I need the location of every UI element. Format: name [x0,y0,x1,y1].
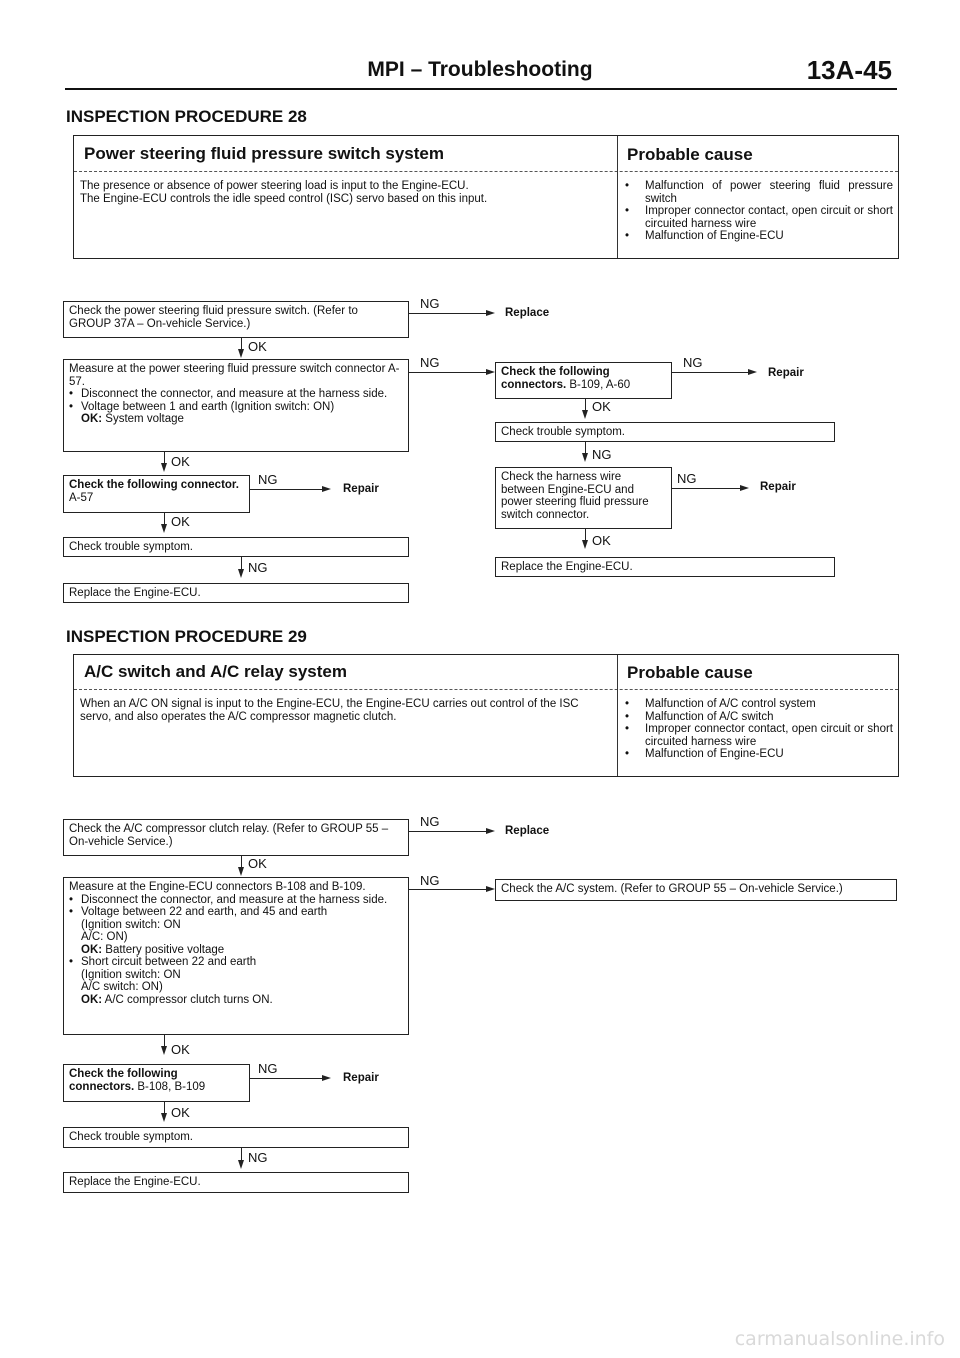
cause-item: • Improper connector contact, open circuit or short circuited harness wire [623,205,893,230]
connector-line [672,372,750,373]
bullet-text: • Short circuit between 22 and earth [81,956,257,968]
system-heading: Power steering fluid pressure switch system [84,144,444,163]
ok-criteria-label: OK: [81,943,103,956]
header-rule [65,88,897,90]
ok-label: OK [171,1105,190,1120]
ok-label: OK [171,1042,190,1057]
watermark: carmanualsonline.info [734,1328,945,1350]
repair-action: Repair [760,481,796,493]
cause-item: • Malfunction of Engine-ECU [623,230,893,243]
probable-cause-list [623,698,893,761]
flow-step-check-symptom [63,1127,409,1148]
arrow-right-icon [486,828,495,834]
arrow-right-icon [486,310,495,316]
connector-ref: A-57 [69,491,94,504]
arrow-down-icon [582,540,588,549]
connector-ref: B-109, A-60 [569,378,631,391]
ng-label: NG [420,814,440,829]
flow-step-replace-ecu [495,557,835,577]
connector-line [672,488,742,489]
arrow-down-icon [161,463,167,472]
flow-step-measure-ecu-connectors [63,877,409,1035]
flow-step-check-clutch-relay [63,819,409,856]
ok-criteria-value: A/C compressor clutch turns ON. [104,993,273,1006]
ng-label: NG [258,472,278,487]
replace-action: Replace [505,825,550,837]
flow-step-replace-ecu [63,583,409,603]
step-bullets [69,894,403,1007]
procedure-28-table [73,135,899,259]
step-text: Check the harness wire between Engine-ECU and power steering fluid pressure switch connector. [501,471,649,521]
arrow-right-icon [486,886,495,892]
probable-cause-heading: Probable cause [627,663,753,682]
cause-item: • Malfunction of A/C control system [623,698,893,711]
connector-ref: B-108, B-109 [137,1080,206,1093]
page-number: 13A-45 [806,55,892,85]
ok-label: OK [248,339,267,354]
ok-criteria-value: System voltage [105,413,184,425]
connector-line [409,889,488,890]
flow-step-check-symptom [495,422,835,442]
step-text: Check trouble symptom. [69,541,193,553]
ng-label: NG [248,1150,268,1165]
flow-step-check-connectors [63,1064,250,1102]
ng-label: NG [248,560,268,575]
step-text: Replace the Engine-ECU. [501,561,633,573]
flow-step-check-ac-system [495,879,897,901]
step-text: Check trouble symptom. [501,426,625,438]
step-text: Replace the Engine-ECU. [69,587,201,599]
system-description: The presence or absence of power steering load is input to the Engine-ECU. The Engine-ECU controls the idle speed control (ISC) servo based on this input. [80,180,488,205]
bullet-item: • Disconnect the connector, and measure at the harness side. [69,388,403,401]
step-bullets [69,388,403,413]
step-text-bold: Check the following connector. [69,479,239,491]
ng-label: NG [420,296,440,311]
connector-line [409,831,488,832]
step-text: Check trouble symptom. [69,1131,193,1143]
step-text: Measure at the Engine-ECU connectors B-108 and B-109. [69,881,366,893]
flow-step-check-harness [495,467,672,529]
system-description: When an A/C ON signal is input to the Engine-ECU, the Engine-ECU carries out control of the ISC servo, and also operates the A/C compressor magnetic clutch. [80,698,579,723]
cause-item: • Malfunction of Engine-ECU [623,748,893,761]
system-heading: A/C switch and A/C relay system [84,662,347,681]
bullet-item [69,906,403,956]
bullet-item: • Voltage between 1 and earth (Ignition switch: ON) [69,401,403,414]
connector-line [250,489,324,490]
ok-label: OK [171,514,190,529]
flow-step-check-connectors [495,362,672,399]
flow-step-replace-ecu [63,1172,409,1193]
table-divider [617,655,618,776]
condition-line: A/C switch: ON) [81,981,163,993]
step-text: Check the A/C system. (Refer to GROUP 55 – On-vehicle Service.) [501,883,843,895]
step-text: Replace the Engine-ECU. [69,1176,201,1188]
ng-label: NG [420,873,440,888]
arrow-right-icon [748,369,757,375]
cause-item: • Malfunction of A/C switch [623,711,893,724]
arrow-down-icon [582,410,588,419]
bullet-item: • Disconnect the connector, and measure at the harness side. [69,894,403,907]
arrow-right-icon [486,369,495,375]
bullet-text: • Voltage between 22 and earth, and 45 and earth [81,906,328,918]
cause-item: • Improper connector contact, open circuit or short circuited harness wire [623,723,893,748]
connector-line [409,313,488,314]
arrow-down-icon [238,569,244,578]
procedure-28-title: INSPECTION PROCEDURE 28 [66,107,307,126]
probable-cause-heading: Probable cause [627,145,753,164]
ok-label: OK [248,856,267,871]
step-text-bold: Check the following connectors. [501,366,610,391]
ng-label: NG [592,447,612,462]
ng-label: NG [683,355,703,370]
ok-label: OK [592,533,611,548]
arrow-right-icon [322,486,331,492]
connector-line [409,372,488,373]
cause-item: • Malfunction of power steering fluid pressure switch [623,180,893,205]
table-divider [617,136,618,258]
arrow-down-icon [161,1046,167,1055]
connector-line [250,1078,324,1079]
arrow-down-icon [238,867,244,876]
flow-step-check-connector [63,475,250,513]
step-text: Check the power steering fluid pressure switch. (Refer to GROUP 37A – On-vehicle Service.) [69,305,358,330]
section-title: MPI – Troubleshooting [367,58,593,81]
arrow-down-icon [238,1160,244,1169]
arrow-down-icon [161,1113,167,1122]
bullet-item [69,956,403,1006]
arrow-down-icon [582,453,588,462]
arrow-right-icon [322,1075,331,1081]
ok-label: OK [592,399,611,414]
replace-action: Replace [505,307,550,319]
repair-action: Repair [343,1072,379,1084]
ok-criteria-label: OK: [81,413,103,425]
arrow-down-icon [161,524,167,533]
ok-criteria-label: OK: [81,993,103,1006]
condition-line: (Ignition switch: ON [81,968,181,981]
ng-label: NG [258,1061,278,1076]
step-text: Check the A/C compressor clutch relay. (Refer to GROUP 55 – On-vehicle Service.) [69,823,389,848]
arrow-down-icon [238,349,244,358]
flow-step-check-symptom [63,537,409,557]
ok-label: OK [171,454,190,469]
ng-label: NG [420,355,440,370]
arrow-right-icon [740,485,749,491]
repair-action: Repair [343,483,379,495]
step-text-bold: Check the following connectors. [69,1068,178,1093]
flow-step-measure-connector [63,359,409,452]
condition-line: A/C: ON) [81,931,128,943]
ng-label: NG [677,471,697,486]
flow-step-check-ps-switch [63,301,409,338]
ok-criteria-value: Battery positive voltage [105,943,225,956]
repair-action: Repair [768,367,804,379]
probable-cause-list [623,180,893,243]
step-text: Measure at the power steering fluid pressure switch connector A-57. [69,363,400,388]
procedure-29-table [73,654,899,777]
procedure-29-title: INSPECTION PROCEDURE 29 [66,627,307,646]
condition-line: (Ignition switch: ON [81,918,181,931]
